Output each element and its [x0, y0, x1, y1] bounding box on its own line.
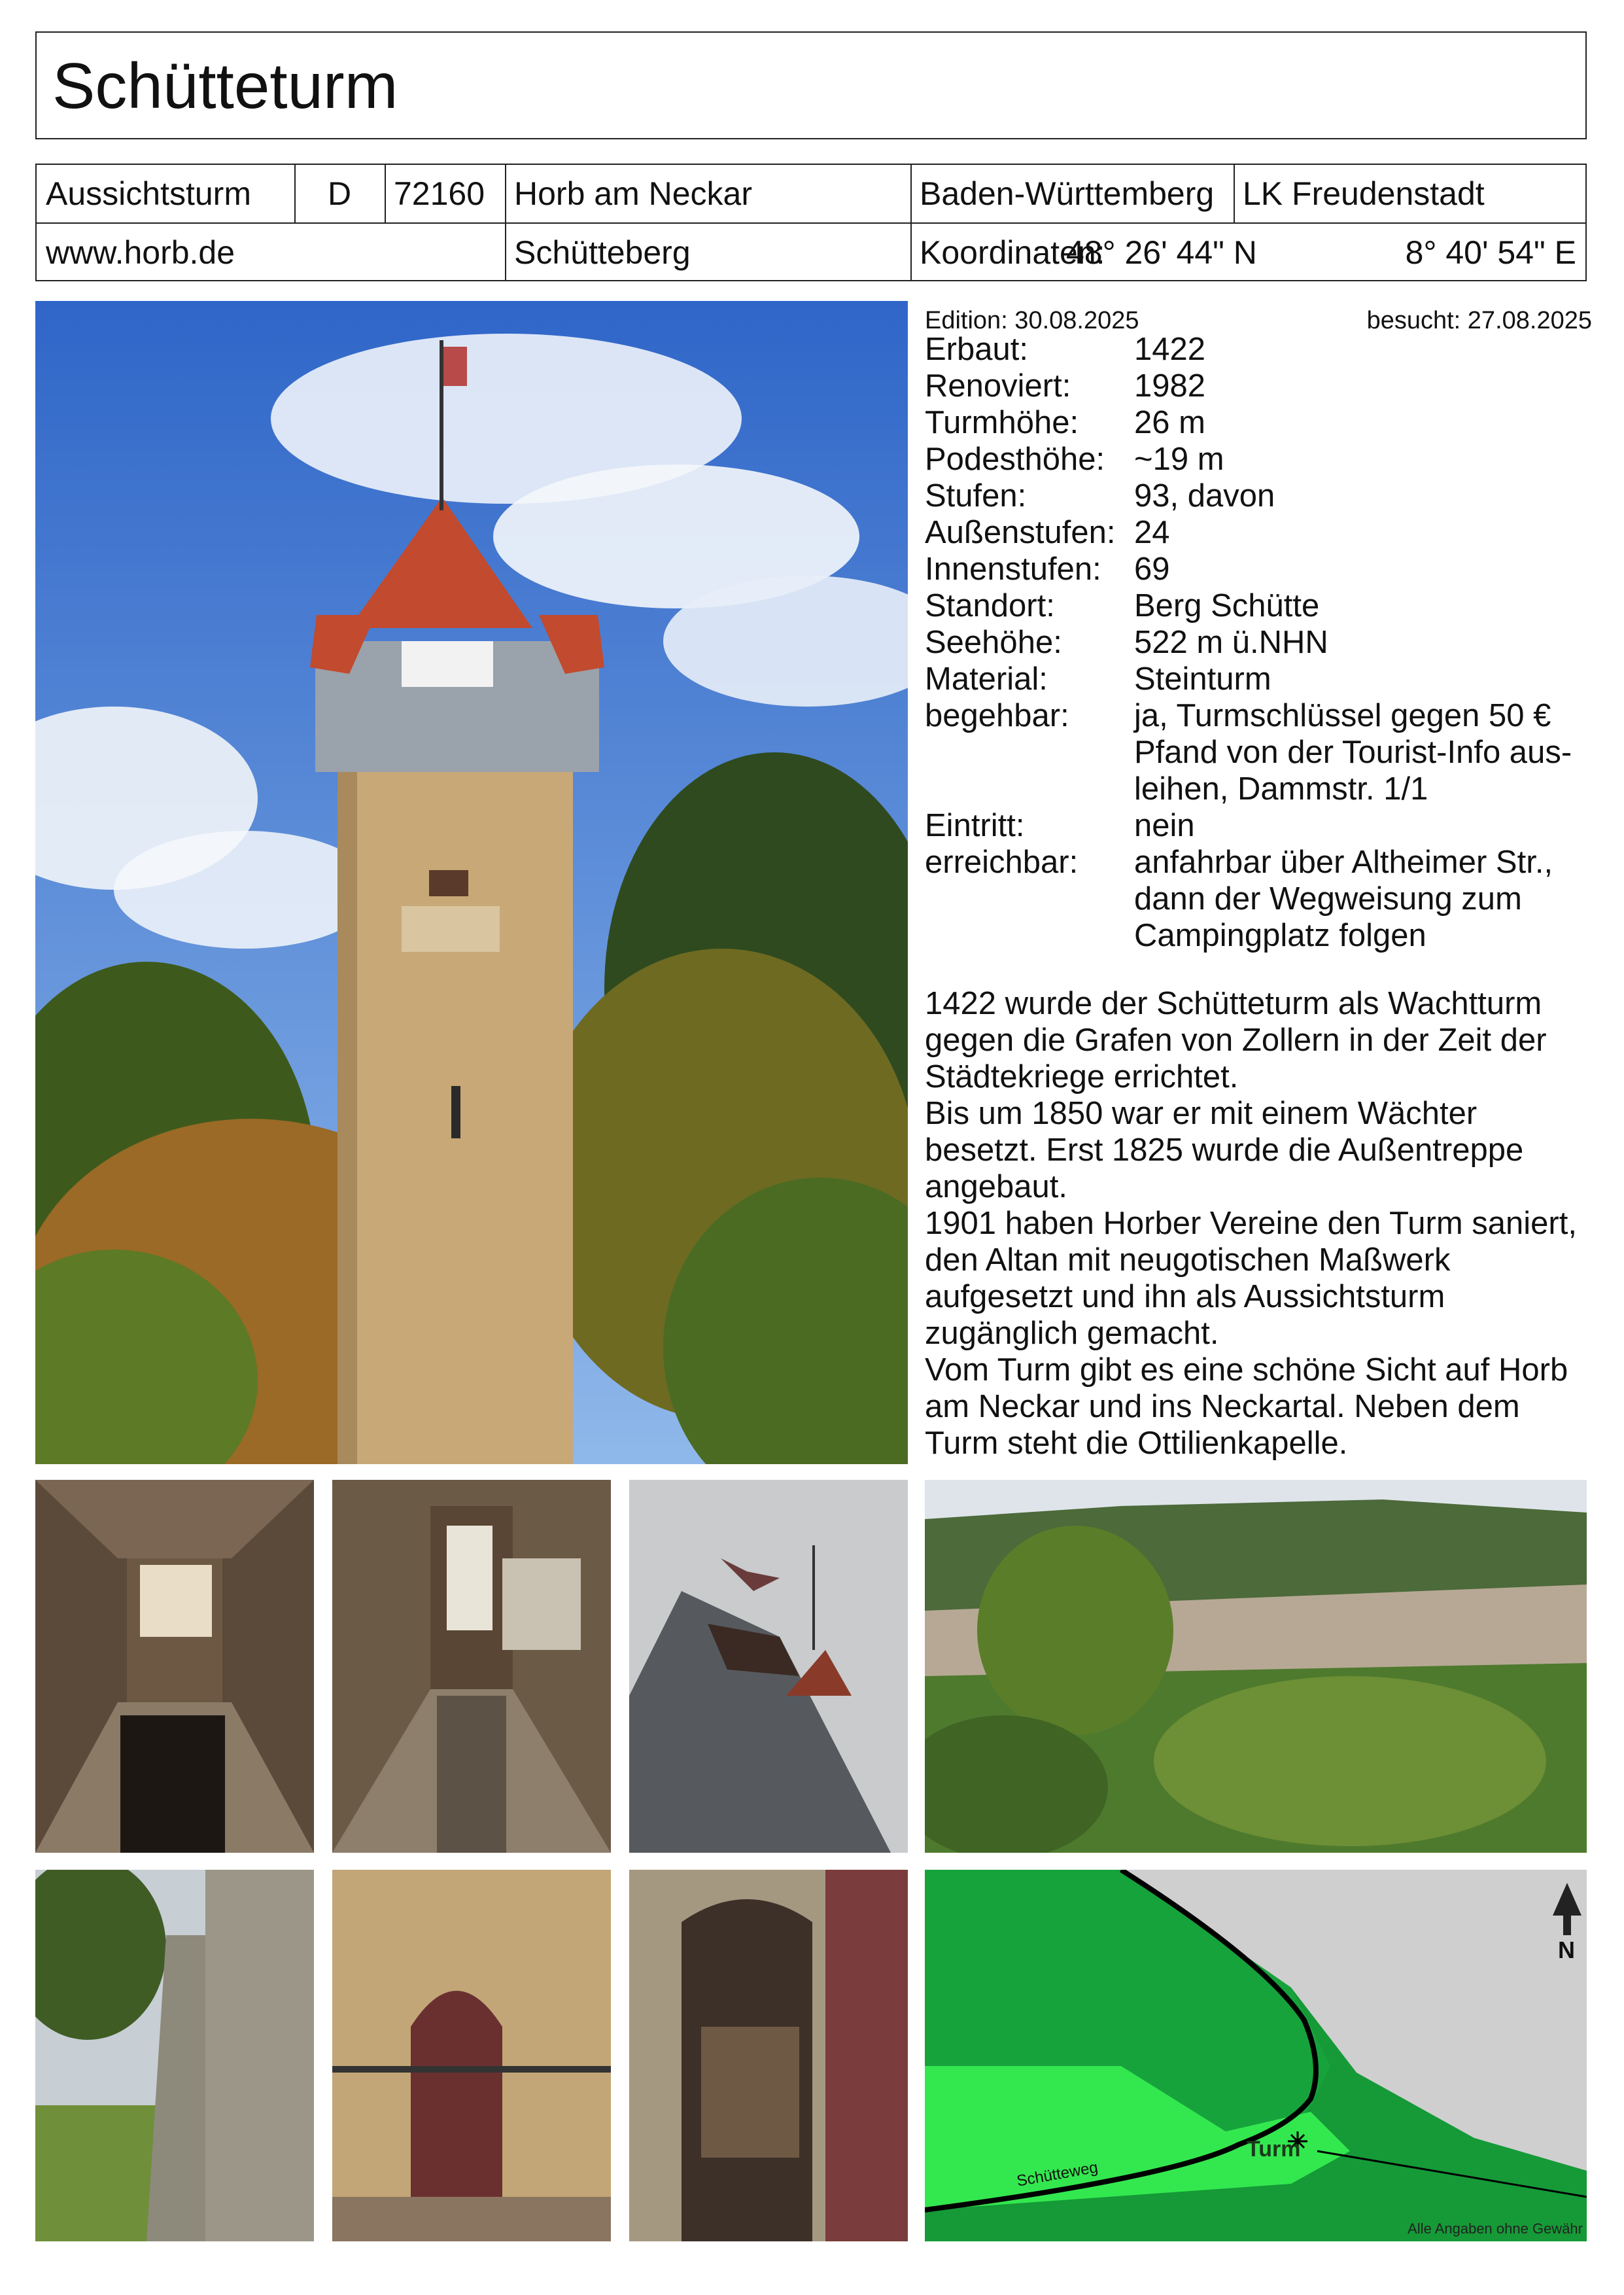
roof-weathervane-photo	[629, 1480, 908, 1853]
fact-row	[925, 514, 1592, 551]
edition-date: Edition: 30.08.2025	[925, 307, 1139, 334]
fact-label: Standort:	[925, 588, 1055, 623]
info-table	[35, 164, 1587, 281]
fact-value: 26 m	[1134, 405, 1205, 440]
valley-view-photo	[925, 1480, 1587, 1853]
fact-value: 24	[1134, 515, 1170, 550]
fact-label: Podesthöhe:	[925, 442, 1105, 477]
fact-label: Seehöhe:	[925, 625, 1062, 660]
outer-stairs-photo	[35, 1870, 314, 2241]
fact-label: Turmhöhe:	[925, 405, 1079, 440]
state: Baden-Württemberg	[920, 175, 1215, 212]
zip-code: 72160	[394, 175, 485, 212]
fact-row	[925, 624, 1592, 661]
map-road-label: Schütteweg	[1015, 2158, 1099, 2190]
fact-label: Material:	[925, 661, 1048, 697]
fact-value: ja, Turmschlüssel gegen 50 € Pfand von der Tourist-Info aus-leihen, Dammstr. 1/1	[1134, 698, 1572, 807]
description	[925, 985, 1592, 1462]
fact-row	[925, 807, 1592, 844]
fact-row	[925, 441, 1592, 478]
town: Horb am Neckar	[514, 175, 752, 212]
fact-row	[925, 697, 1592, 807]
website-link[interactable]: www.horb.de	[46, 234, 235, 271]
fact-label: Eintritt:	[925, 808, 1025, 843]
title-box	[35, 31, 1587, 139]
fact-value: 93, davon	[1134, 478, 1275, 514]
longitude: 8° 40' 54" E	[1405, 234, 1576, 271]
edition-line	[925, 300, 1592, 334]
fact-label: Innenstufen:	[925, 552, 1101, 587]
fact-value: 522 m ü.NHN	[1134, 625, 1328, 660]
page-title: Schütteturm	[52, 50, 398, 122]
fact-list	[925, 331, 1592, 954]
fact-value: 1422	[1134, 332, 1206, 367]
visited-date: besucht: 27.08.2025	[1366, 307, 1592, 334]
fact-label: Außenstufen:	[925, 515, 1116, 550]
fact-row	[925, 404, 1592, 441]
latitude: 48° 26' 44" N	[1066, 234, 1257, 271]
map-north-label: N	[1558, 1936, 1575, 1963]
description-paragraph: 1901 haben Horber Vereine den Turm saniert, den Altan mit neugotischen Maßwerk aufgesetzt und ihn als Aussichtsturm zugänglich gemacht.	[925, 1206, 1577, 1351]
fact-value: Berg Schütte	[1134, 588, 1320, 623]
tower-type: Aussichtsturm	[46, 175, 251, 212]
fact-label: erreichbar:	[925, 845, 1079, 880]
fact-value: anfahrbar über Altheimer Str., dann der Wegweisung zum Campingplatz folgen	[1134, 845, 1553, 953]
fact-value: nein	[1134, 808, 1195, 843]
fact-label: Erbaut:	[925, 332, 1028, 367]
map-disclaimer: Alle Angaben ohne Gewähr	[1408, 2220, 1583, 2237]
fact-row	[925, 478, 1592, 514]
facts-panel	[925, 300, 1592, 954]
map-tower-label: Turm	[1247, 2137, 1301, 2162]
fact-value: 1982	[1134, 368, 1206, 404]
fact-label: begehbar:	[925, 698, 1069, 733]
fact-value: Steinturm	[1134, 661, 1271, 697]
entrance-door-photo	[332, 1870, 611, 2241]
description-paragraph: 1422 wurde der Schütteturm als Wachtturm gegen die Grafen von Zollern in der Zeit der Städtekriege errichtet.	[925, 986, 1547, 1095]
fact-value: ~19 m	[1134, 442, 1224, 477]
main-tower-photo	[35, 301, 908, 1464]
fact-row	[925, 587, 1592, 624]
country: D	[327, 175, 352, 212]
location-map	[925, 1870, 1587, 2241]
fact-label: Renoviert:	[925, 368, 1071, 404]
fact-row	[925, 844, 1592, 954]
district: LK Freudenstadt	[1243, 175, 1485, 212]
fact-row	[925, 551, 1592, 587]
fact-row	[925, 661, 1592, 697]
fact-value: 69	[1134, 552, 1170, 587]
interior-photo-window	[332, 1480, 611, 1853]
spiral-stairs-photo	[629, 1870, 908, 2241]
coords-label: Koordinaten:	[920, 234, 1105, 271]
fact-label: Stufen:	[925, 478, 1027, 514]
fact-row	[925, 368, 1592, 404]
description-paragraph: Vom Turm gibt es eine schöne Sicht auf Horb am Neckar und ins Neckartal. Neben dem Turm steht die Ottilienkapelle.	[925, 1352, 1568, 1461]
description-paragraph: Bis um 1850 war er mit einem Wächter besetzt. Erst 1825 wurde die Außentreppe angebaut.	[925, 1096, 1524, 1204]
location: Schütteberg	[514, 234, 691, 271]
interior-photo-stairs	[35, 1480, 314, 1853]
